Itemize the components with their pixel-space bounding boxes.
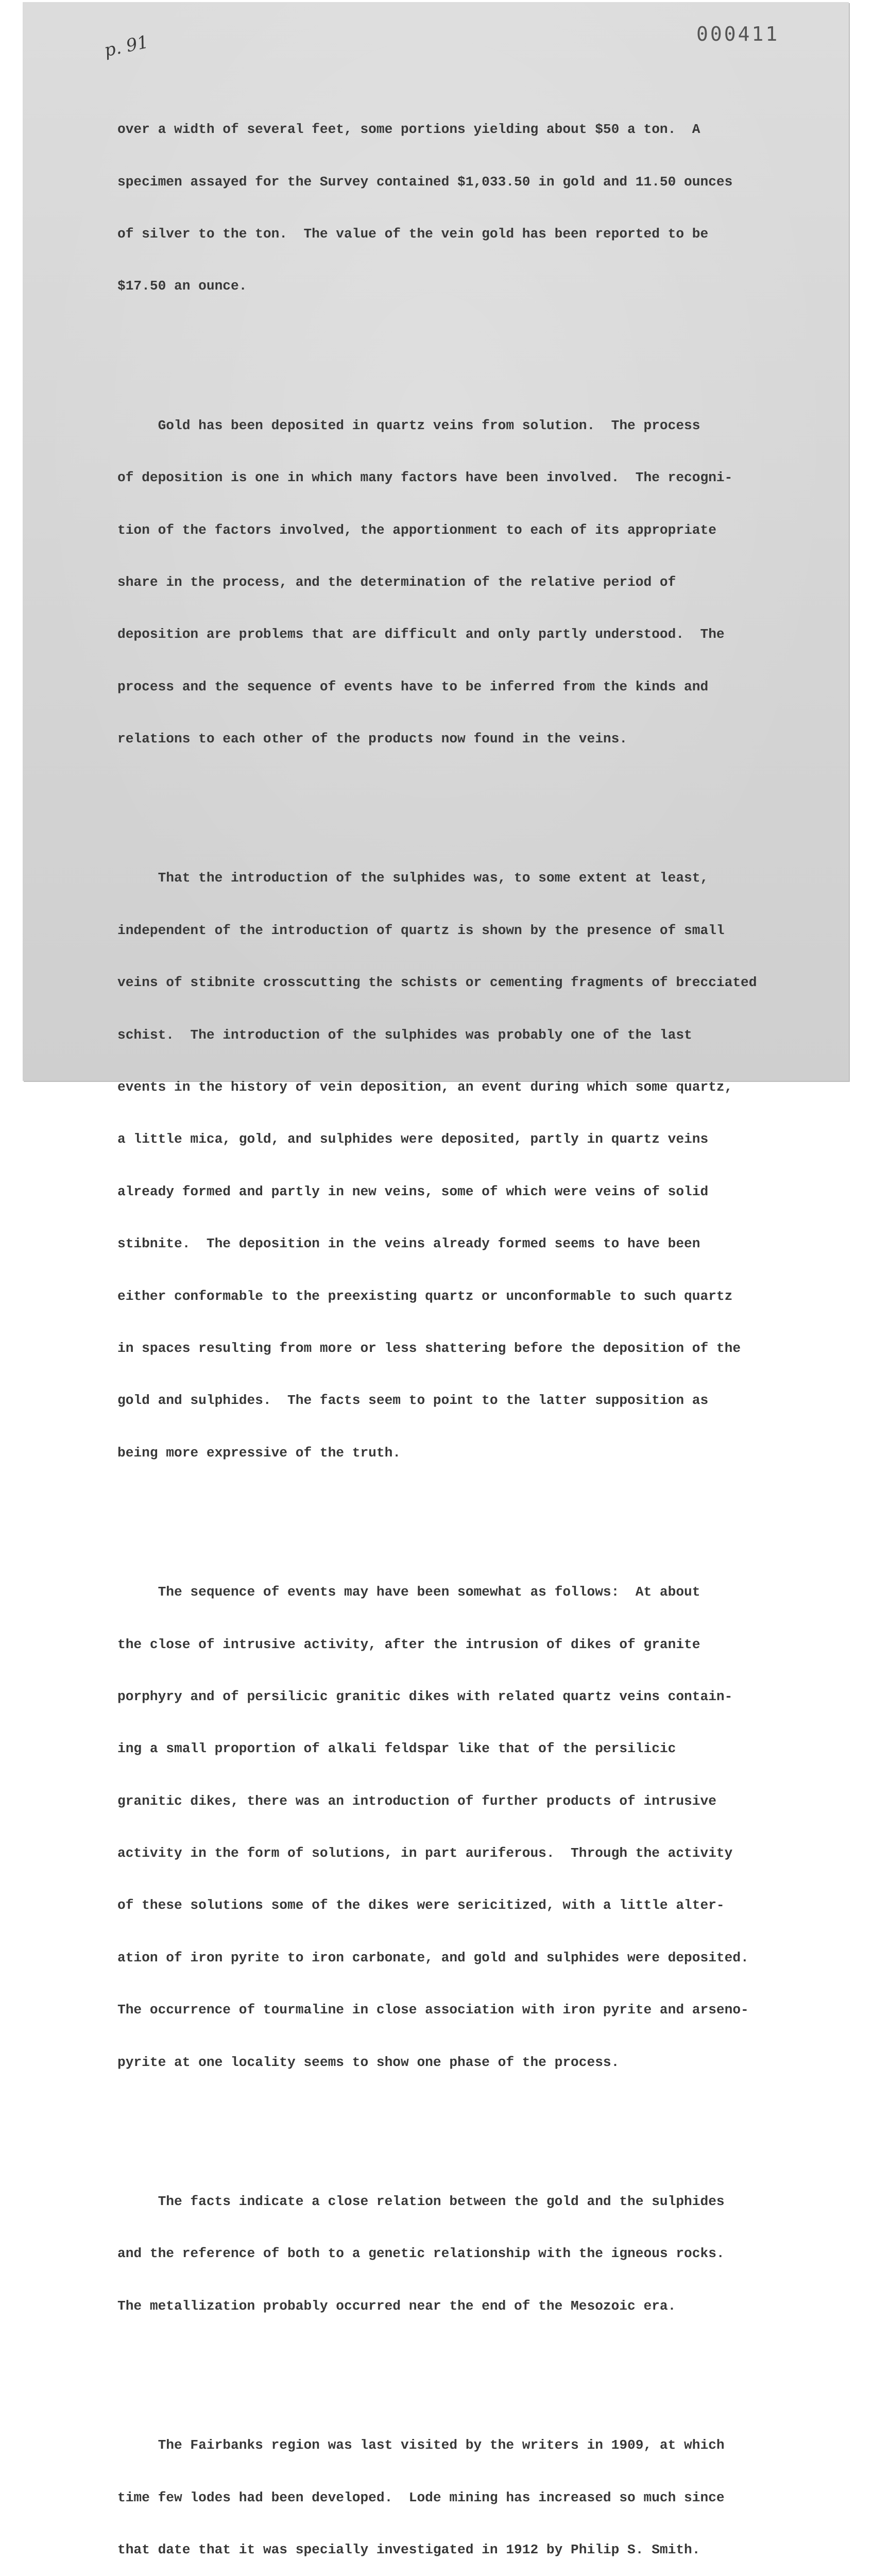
text-line: in spaces resulting from more or less shattering before the deposition of the (117, 1340, 741, 1356)
text-line: $17.50 an ounce. (117, 278, 247, 294)
text-line: already formed and partly in new veins, some of which were veins of solid (117, 1183, 709, 1199)
text-line: either conformable to the preexisting quartz or unconformable to such quartz (117, 1288, 733, 1304)
text-line: deposition are problems that are difficult and only partly understood. The (117, 626, 725, 642)
text-line: of these solutions some of the dikes were sericitized, with a little alter- (117, 1897, 725, 1913)
text-line: activity in the form of solutions, in part auriferous. Through the activity (117, 1845, 733, 1861)
text-line: independent of the introduction of quartz is shown by the presence of small (117, 922, 725, 938)
handwritten-page-reference: p. 91 (102, 31, 150, 61)
typewritten-body (117, 52, 808, 2576)
text-line: events in the history of vein deposition, an event during which some quartz, (117, 1079, 733, 1095)
text-line: the close of intrusive activity, after the intrusion of dikes of granite (117, 1636, 700, 1652)
paragraph-4 (117, 1549, 808, 2107)
text-line: granitic dikes, there was an introduction of further products of intrusive (117, 1793, 716, 1809)
text-line: The sequence of events may have been somewhat as follows: At about (117, 1584, 700, 1600)
text-line: The Fairbanks region was last visited by the writers in 1909, at which (117, 2437, 725, 2453)
text-line: a little mica, gold, and sulphides were deposited, partly in quartz veins (117, 1131, 709, 1147)
text-line: of silver to the ton. The value of the vein gold has been reported to be (117, 226, 709, 242)
text-line: being more expressive of the truth. (117, 1445, 401, 1461)
text-line: schist. The introduction of the sulphides was probably one of the last (117, 1027, 692, 1043)
text-line: veins of stibnite crosscutting the schists or cementing fragments of brecciated (117, 975, 757, 991)
text-line: stibnite. The deposition in the veins already formed seems to have been (117, 1236, 700, 1252)
text-line: The facts indicate a close relation between the gold and the sulphides (117, 2194, 725, 2210)
text-line: gold and sulphides. The facts seem to point to the latter supposition as (117, 1393, 709, 1409)
paragraph-2 (117, 382, 808, 783)
document-number-stamp: 000411 (696, 23, 780, 45)
text-line: The metallization probably occurred near the end of the Mesozoic era. (117, 2298, 676, 2314)
text-line: tion of the factors involved, the apportionment to each of its appropriate (117, 522, 716, 538)
text-line: porphyry and of persilicic granitic dikes with related quartz veins contain- (117, 1688, 733, 1704)
text-line: and the reference of both to a genetic relationship with the igneous rocks. (117, 2246, 725, 2262)
text-line: of deposition is one in which many factors have been involved. The recogni- (117, 470, 733, 486)
text-line: over a width of several feet, some portions yielding about $50 a ton. A (117, 122, 700, 138)
text-line: share in the process, and the determination of the relative period of (117, 574, 676, 590)
paragraph-1 (117, 87, 808, 330)
text-line: that date that it was specially investigated in 1912 by Philip S. Smith. (117, 2541, 700, 2557)
text-line: ing a small proportion of alkali feldspar like that of the persilicic (117, 1741, 676, 1757)
text-line: relations to each other of the products now found in the veins. (117, 731, 628, 747)
text-line: ation of iron pyrite to iron carbonate, and gold and sulphides were deposited. (117, 1950, 749, 1965)
text-line: process and the sequence of events have to be inferred from the kinds and (117, 679, 709, 694)
text-line: That the introduction of the sulphides was, to some extent at least, (117, 870, 709, 886)
text-line: specimen assayed for the Survey contained $1,033.50 in gold and 11.50 ounces (117, 174, 733, 190)
paragraph-6 (117, 2402, 808, 2576)
paragraph-5 (117, 2158, 808, 2350)
text-line: time few lodes had been developed. Lode mining has increased so much since (117, 2489, 725, 2505)
text-line: Gold has been deposited in quartz veins from solution. The process (117, 417, 700, 433)
text-line: The occurrence of tourmaline in close association with iron pyrite and arseno- (117, 2002, 749, 2018)
text-line: pyrite at one locality seems to show one phase of the process. (117, 2054, 620, 2070)
paragraph-3 (117, 835, 808, 1497)
